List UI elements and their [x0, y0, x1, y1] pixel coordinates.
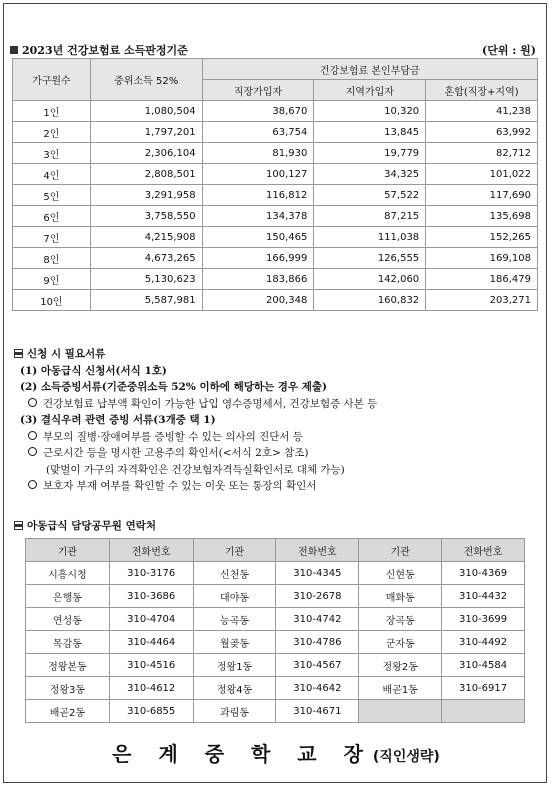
contact-phone: 310-2678: [276, 585, 359, 608]
cell-regional: 57,522: [314, 185, 426, 206]
contacts-section: [14, 518, 534, 535]
contact-org: 시흥시청: [26, 562, 110, 585]
cell-employee: 100,127: [202, 164, 314, 185]
cell-median: 2,808,501: [90, 164, 202, 185]
principal-signature: [0, 738, 552, 767]
cell-size: 2인: [13, 122, 91, 143]
contacts-title: 아동급식 담당공무원 연락처: [27, 520, 157, 532]
contact-org: 정왕1동: [193, 654, 276, 677]
contact-phone: 310-6855: [109, 700, 193, 723]
header-premium: 건강보험료 본인부담금: [202, 59, 537, 80]
doc-item-3-sub-1: [14, 429, 534, 446]
cell-size: 9인: [13, 269, 91, 290]
doc-item-2-sub-1: [14, 396, 534, 413]
income-criteria-table: [12, 58, 538, 311]
cell-mixed: 117,690: [426, 185, 538, 206]
cell-median: 4,673,265: [90, 248, 202, 269]
contact-org: 정왕2동: [359, 654, 442, 677]
cell-median: 2,306,104: [90, 143, 202, 164]
contact-org: 목감동: [26, 631, 110, 654]
cell-employee: 200,348: [202, 290, 314, 311]
income-row: [13, 122, 538, 143]
required-documents-title: 신청 시 필요서류: [27, 348, 106, 360]
contact-org: 정왕4동: [193, 677, 276, 700]
contact-phone: 310-4432: [442, 585, 525, 608]
contacts-table: [25, 538, 525, 723]
contact-phone: 310-4612: [109, 677, 193, 700]
cell-size: 3인: [13, 143, 91, 164]
doc-item-3-sub-3: [14, 478, 534, 495]
cell-mixed: 101,022: [426, 164, 538, 185]
doc-item-3: (3) 결식우려 관련 증빙 서류(3개중 택 1): [20, 414, 216, 426]
cell-regional: 126,555: [314, 248, 426, 269]
contact-org: 배곧2동: [26, 700, 110, 723]
circle-bullet-icon: [28, 398, 37, 407]
contact-row: [26, 700, 525, 723]
cell-mixed: 186,479: [426, 269, 538, 290]
circle-bullet-icon: [28, 447, 37, 456]
cell-regional: 142,060: [314, 269, 426, 290]
doc-item-3-sub-2: [14, 445, 534, 462]
income-row: [13, 185, 538, 206]
header-org: 기관: [26, 539, 110, 562]
circle-bullet-icon: [28, 480, 37, 489]
contact-org: 매화동: [359, 585, 442, 608]
cell-mixed: 135,698: [426, 206, 538, 227]
contact-phone: 310-4742: [276, 608, 359, 631]
required-documents-section: [14, 346, 534, 495]
income-row: [13, 101, 538, 122]
doc-item-1: (1) 아동급식 신청서(서식 1호): [20, 364, 167, 377]
empty-cell: [359, 700, 442, 723]
cell-size: 5인: [13, 185, 91, 206]
contact-org: 월곶동: [193, 631, 276, 654]
income-row: [13, 143, 538, 164]
cell-size: 6인: [13, 206, 91, 227]
circle-bullet-icon: [28, 431, 37, 440]
contact-org: 정왕본동: [26, 654, 110, 677]
contact-row: [26, 631, 525, 654]
contact-phone: 310-4642: [276, 677, 359, 700]
income-row: [13, 248, 538, 269]
contact-phone: 310-4584: [442, 654, 525, 677]
contact-org: 정왕3동: [26, 677, 110, 700]
cell-median: 1,797,201: [90, 122, 202, 143]
cell-mixed: 152,265: [426, 227, 538, 248]
cell-regional: 34,325: [314, 164, 426, 185]
cell-mixed: 203,271: [426, 290, 538, 311]
cell-mixed: 41,238: [426, 101, 538, 122]
header-median-income: 중위소득 52%: [90, 59, 202, 101]
cell-employee: 183,866: [202, 269, 314, 290]
cell-employee: 134,378: [202, 206, 314, 227]
contact-phone: 310-3686: [109, 585, 193, 608]
contact-org: 신현동: [359, 562, 442, 585]
contact-org: 장곡동: [359, 608, 442, 631]
contact-org: 은행동: [26, 585, 110, 608]
cell-regional: 13,845: [314, 122, 426, 143]
empty-cell: [442, 700, 525, 723]
header-employee: 직장가입자: [202, 80, 314, 101]
contact-phone: 310-6917: [442, 677, 525, 700]
cell-size: 8인: [13, 248, 91, 269]
contact-org: 연성동: [26, 608, 110, 631]
contact-phone: 310-4464: [109, 631, 193, 654]
signature-seal-omitted: (직인생략): [372, 749, 440, 765]
income-criteria-heading: [10, 42, 540, 58]
contact-row: [26, 654, 525, 677]
contact-row: [26, 608, 525, 631]
cell-median: 3,291,958: [90, 185, 202, 206]
cell-employee: 38,670: [202, 101, 314, 122]
contact-org: 대야동: [193, 585, 276, 608]
cell-size: 10인: [13, 290, 91, 311]
list-square-icon: [14, 521, 23, 530]
cell-employee: 81,930: [202, 143, 314, 164]
cell-median: 5,587,981: [90, 290, 202, 311]
cell-median: 1,080,504: [90, 101, 202, 122]
cell-median: 5,130,623: [90, 269, 202, 290]
contact-org: 능곡동: [193, 608, 276, 631]
contact-phone: 310-4345: [276, 562, 359, 585]
cell-mixed: 169,108: [426, 248, 538, 269]
contact-org: 신천동: [193, 562, 276, 585]
doc-item-2: (2) 소득증빙서류(기준중위소득 52% 이하에 해당하는 경우 제출): [20, 381, 327, 393]
unit-label: (단위 : 원): [481, 44, 536, 57]
doc-item-2-sub-1-text: 건강보험료 납부액 확인이 가능한 납입 영수증명세서, 건강보험증 사본 등: [43, 397, 378, 410]
cell-regional: 10,320: [314, 101, 426, 122]
header-phone: 전화번호: [109, 539, 193, 562]
contact-phone: 310-4671: [276, 700, 359, 723]
income-row: [13, 290, 538, 311]
income-row: [13, 164, 538, 185]
cell-employee: 116,812: [202, 185, 314, 206]
contact-phone: 310-3176: [109, 562, 193, 585]
header-regional: 지역가입자: [314, 80, 426, 101]
contact-row: [26, 562, 525, 585]
cell-regional: 160,832: [314, 290, 426, 311]
contacts-heading: [14, 518, 534, 535]
doc-item-3-sub-3-text: 보호자 부재 여부를 확인할 수 있는 이웃 또는 통장의 확인서: [43, 480, 317, 492]
cell-employee: 63,754: [202, 122, 314, 143]
doc-item-3-sub-1-text: 부모의 질병·장애여부를 증빙할 수 있는 의사의 진단서 등: [43, 430, 303, 443]
income-row: [13, 227, 538, 248]
contact-phone: 310-4704: [109, 608, 193, 631]
cell-median: 3,758,550: [90, 206, 202, 227]
contact-org: 군자동: [359, 631, 442, 654]
cell-size: 7인: [13, 227, 91, 248]
income-criteria-title: 2023년 건강보험료 소득판정기준: [22, 44, 188, 57]
contact-org: 배곧1동: [359, 677, 442, 700]
cell-mixed: 82,712: [426, 143, 538, 164]
income-row: [13, 206, 538, 227]
contact-phone: 310-4369: [442, 562, 525, 585]
contact-row: [26, 677, 525, 700]
cell-size: 1인: [13, 101, 91, 122]
signature-main: 은 계 중 학 교 장: [112, 742, 373, 766]
header-phone: 전화번호: [442, 539, 525, 562]
cell-regional: 19,779: [314, 143, 426, 164]
header-household-size: 가구원수: [13, 59, 91, 101]
cell-employee: 150,465: [202, 227, 314, 248]
contact-org: 과림동: [193, 700, 276, 723]
contact-phone: 310-4786: [276, 631, 359, 654]
contact-phone: 310-4492: [442, 631, 525, 654]
cell-regional: 111,038: [314, 227, 426, 248]
cell-mixed: 63,992: [426, 122, 538, 143]
header-phone: 전화번호: [276, 539, 359, 562]
required-documents-heading: [14, 346, 534, 363]
header-org: 기관: [193, 539, 276, 562]
doc-item-3-sub-2-text: 근로시간 등을 명시한 고용주의 확인서(<서식 2호> 참조): [43, 447, 309, 459]
doc-item-3-sub-2-note: (맞벌이 가구의 자격확인은 건강보험자격득실확인서로 대체 가능): [46, 463, 345, 476]
cell-size: 4인: [13, 164, 91, 185]
contact-phone: 310-4516: [109, 654, 193, 677]
contact-phone: 310-4567: [276, 654, 359, 677]
cell-regional: 87,215: [314, 206, 426, 227]
header-org: 기관: [359, 539, 442, 562]
cell-median: 4,215,908: [90, 227, 202, 248]
income-row: [13, 269, 538, 290]
contact-phone: 310-3699: [442, 608, 525, 631]
contact-row: [26, 585, 525, 608]
list-square-icon: [14, 349, 23, 358]
square-bullet-icon: [10, 46, 18, 54]
header-mixed: 혼합(직장+지역): [426, 80, 538, 101]
cell-employee: 166,999: [202, 248, 314, 269]
